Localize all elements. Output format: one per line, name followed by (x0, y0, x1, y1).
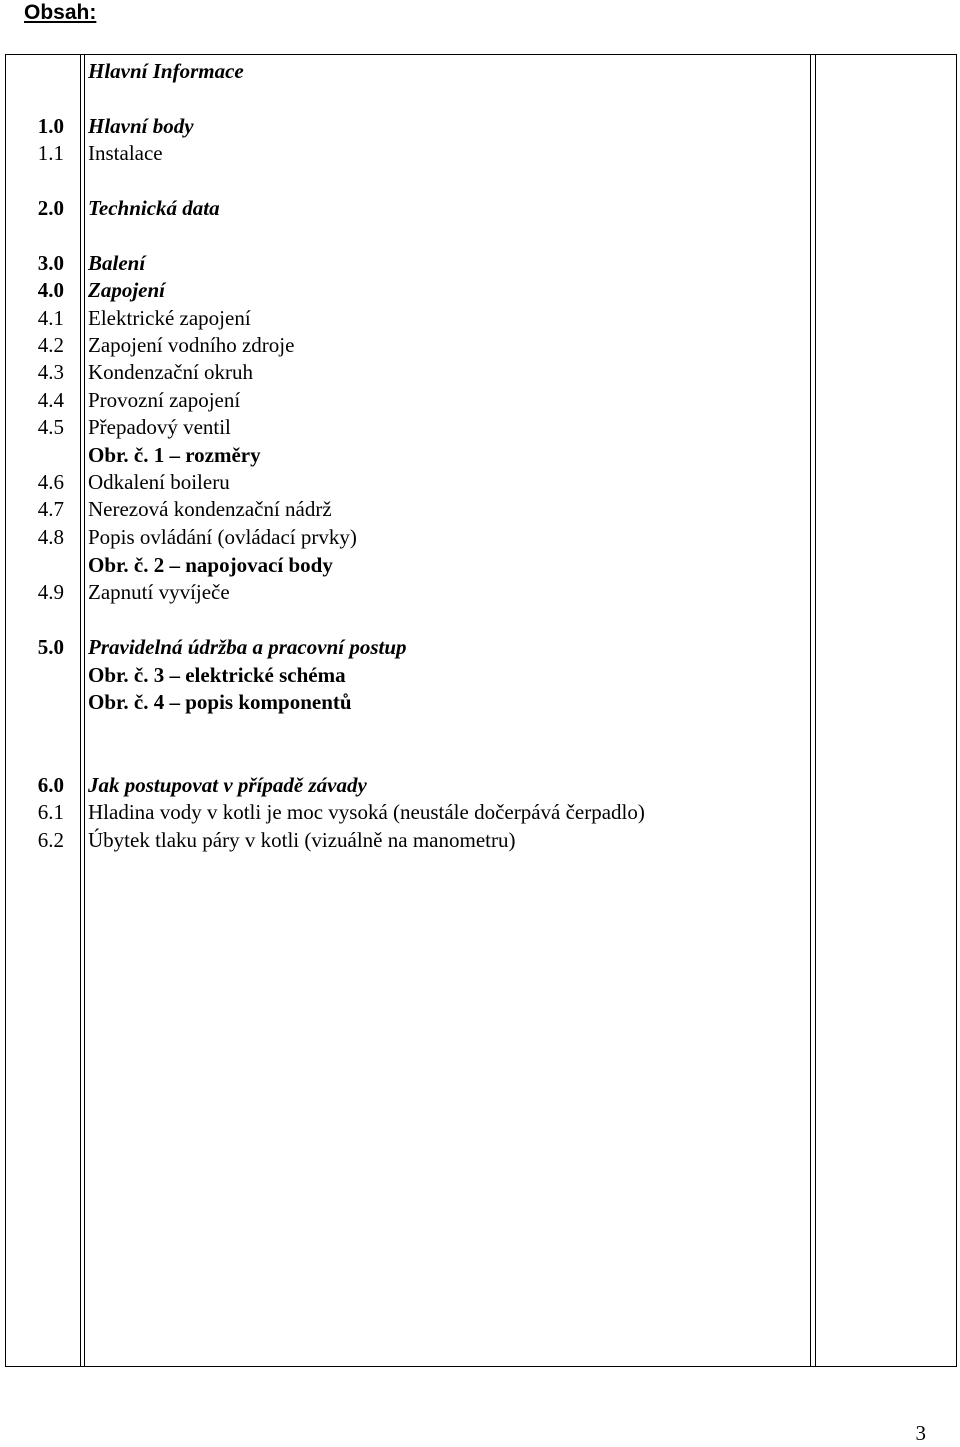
toc-entry-number: 2.0 (37, 196, 64, 220)
toc-entry (6, 495, 806, 523)
toc-entry-number: 4.2 (37, 333, 64, 357)
toc-entry (6, 468, 806, 496)
toc-entry-number: 4.8 (37, 525, 64, 549)
toc-entry-title: Jak postupovat v případě závady (88, 773, 367, 797)
toc-entry-title: Pravidelná údržba a pracovní postup (88, 635, 407, 659)
toc-entry-number: 4.0 (37, 278, 64, 302)
toc-entry-title: Obr. č. 4 – popis komponentů (88, 690, 352, 714)
toc-entry-number: 6.2 (37, 828, 64, 852)
toc-entry (6, 771, 806, 799)
toc-entry-title: Technická data (88, 196, 220, 220)
column-divider (815, 55, 816, 1366)
toc-entry-number: 1.1 (37, 141, 64, 165)
toc-entry (6, 249, 806, 277)
toc-entry-title: Nerezová kondenzační nádrž (88, 497, 332, 521)
toc-entry (6, 633, 806, 661)
toc-entry-title: Popis ovládání (ovládací prvky) (88, 525, 357, 549)
toc-entry (6, 194, 806, 222)
toc-entry-title: Zapojení vodního zdroje (88, 333, 295, 357)
toc-entry (6, 276, 806, 304)
toc-entry-title: Úbytek tlaku páry v kotli (vizuálně na manometru) (88, 828, 516, 852)
toc-entry-number: 4.7 (37, 497, 64, 521)
toc-entry-title: Obr. č. 2 – napojovací body (88, 553, 333, 577)
toc-entry-title: Hlavní Informace (88, 59, 244, 83)
toc-entry-title: Obr. č. 3 – elektrické schéma (88, 663, 346, 687)
toc-entry-number: 6.0 (37, 773, 64, 797)
toc-entry-title: Instalace (88, 141, 163, 165)
toc-entry (6, 112, 806, 140)
toc-entry (6, 661, 806, 689)
toc-entry-title: Obr. č. 1 – rozměry (88, 443, 261, 467)
toc-entry (6, 826, 806, 854)
toc-entry-title: Provozní zapojení (88, 388, 241, 412)
toc-entry-title: Hlavní body (88, 114, 194, 138)
toc-entry (6, 798, 806, 826)
toc-entry-title: Zapnutí vyvíječe (88, 580, 230, 604)
toc-entry-number: 3.0 (37, 251, 64, 275)
toc-entry-title: Kondenzační okruh (88, 360, 254, 384)
toc-entry (6, 441, 806, 469)
toc-entry-number: 1.0 (37, 114, 64, 138)
toc-table (5, 54, 957, 1367)
toc-entry-number: 4.3 (37, 360, 64, 384)
toc-entry (6, 358, 806, 386)
page-heading: Obsah: (24, 1, 97, 24)
toc-entry-number: 4.6 (37, 470, 64, 494)
toc-entry (6, 688, 806, 716)
toc-entry-title: Balení (88, 251, 146, 275)
toc-entry-title: Hladina vody v kotli je moc vysoká (neustále dočerpává čerpadlo) (88, 800, 645, 824)
toc-entry-title: Přepadový ventil (88, 415, 231, 439)
toc-entry-number: 4.4 (37, 388, 64, 412)
toc-entry-title: Zapojení (88, 278, 165, 302)
toc-entry (6, 413, 806, 441)
toc-entry-number: 5.0 (37, 635, 64, 659)
toc-entry-title: Elektrické zapojení (88, 306, 251, 330)
column-divider (810, 55, 811, 1366)
toc-entry (6, 386, 806, 414)
toc-entry-number: 4.9 (37, 580, 64, 604)
toc-entry-title: Odkalení boileru (88, 470, 230, 494)
toc-entry (6, 578, 806, 606)
toc-entry-number: 4.5 (37, 415, 64, 439)
toc-entry-number: 6.1 (37, 800, 64, 824)
toc-entry (6, 523, 806, 551)
toc-entry-number: 4.1 (37, 306, 64, 330)
toc-entry (6, 331, 806, 359)
toc-entry (6, 304, 806, 332)
toc-entry (6, 57, 806, 85)
toc-entry (6, 551, 806, 579)
toc-entry (6, 139, 806, 167)
page-number: 3 (915, 1421, 926, 1445)
